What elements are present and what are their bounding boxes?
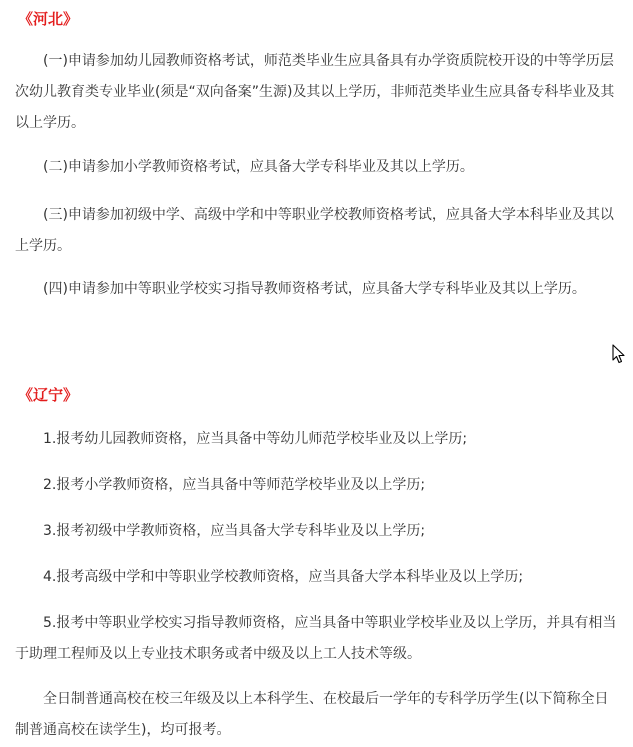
liaoning-item-5: 5.报考中等职业学校实习指导教师资格，应当具备中等职业学校毕业及以上学历，并具有相当于助理工程师及以上专业技术职务或者中级及以上工人技术等级。 <box>15 615 617 662</box>
mouse-pointer-icon <box>612 344 626 364</box>
section-title-hebei: 《河北》 <box>18 10 79 28</box>
liaoning-note: 全日制普通高校在校三年级及以上本科学生、在校最后一学年的专科学历学生(以下简称全日制普通高校在读学生)，均可报考。 <box>15 691 609 738</box>
hebei-item-2: (二)申请参加小学教师资格考试，应具备大学专科毕业及其以上学历。 <box>43 159 474 175</box>
liaoning-item-3: 3.报考初级中学教师资格，应当具备大学专科毕业及以上学历; <box>43 523 426 539</box>
hebei-item-1: (一)申请参加幼儿园教师资格考试，师范类毕业生应具备具有办学资质院校开设的中等学历层次幼儿教育类专业毕业(须是“双向备案”生源)及其以上学历，非师范类毕业生应具备专科毕业及其以上学历。 <box>15 53 615 131</box>
liaoning-item-4: 4.报考高级中学和中等职业学校教师资格，应当具备大学本科毕业及以上学历; <box>43 569 524 585</box>
hebei-item-4: (四)申请参加中等职业学校实习指导教师资格考试，应具备大学专科毕业及其以上学历。 <box>43 281 586 297</box>
liaoning-item-2: 2.报考小学教师资格，应当具备中等师范学校毕业及以上学历; <box>43 477 426 493</box>
hebei-item-3: (三)申请参加初级中学、高级中学和中等职业学校教师资格考试，应具备大学本科毕业及其以上学历。 <box>15 207 614 254</box>
section-title-liaoning: 《辽宁》 <box>18 386 79 404</box>
liaoning-item-1: 1.报考幼儿园教师资格，应当具备中等幼儿师范学校毕业及以上学历; <box>43 431 468 447</box>
